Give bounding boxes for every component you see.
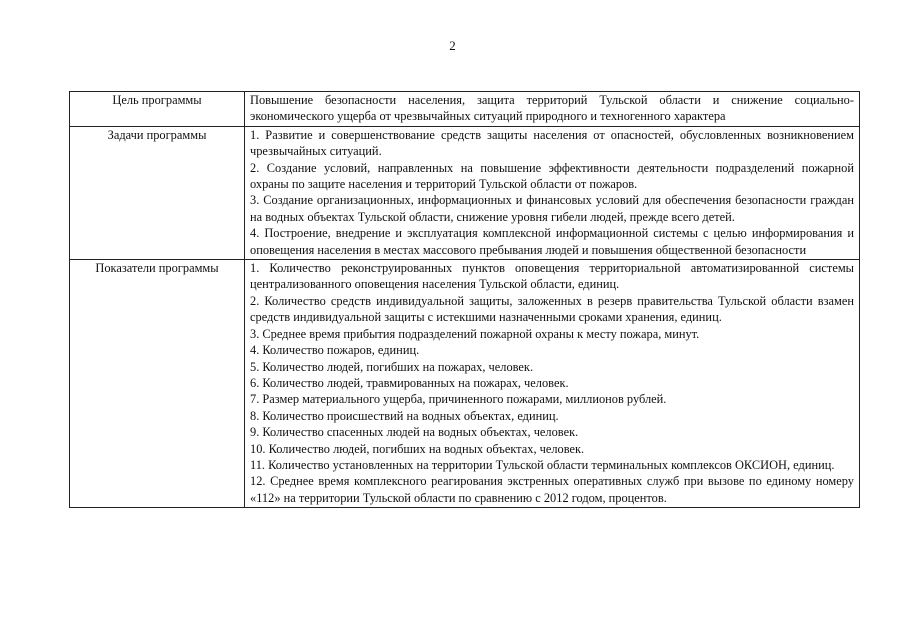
indicator-item: 2. Количество средств индивидуальной защиты, заложенных в резерв правительства Тульской области взамен средств индивидуальной защиты с истекшими назначенными сроками хранения, единиц. — [250, 293, 854, 325]
indicator-item: 5. Количество людей, погибших на пожарах, человек. — [250, 359, 534, 374]
indicator-item: 8. Количество происшествий на водных объектах, единиц. — [250, 408, 559, 423]
table-row-goal — [70, 92, 860, 127]
row-content — [245, 260, 860, 508]
indicator-item: 9. Количество спасенных людей на водных объектах, человек. — [250, 425, 579, 440]
indicator-item: 3. Среднее время прибытия подразделений пожарной охраны к месту пожара, минут. — [250, 326, 700, 341]
indicator-item: 7. Размер материального ущерба, причиненного пожарами, миллионов рублей. — [250, 392, 667, 407]
goal-text: Повышение безопасности населения, защита территорий Тульской области и снижение социально-экономического ущерба от чрезвычайных ситуаций природного и техногенного характера — [250, 93, 854, 124]
row-label: Показатели программы — [70, 260, 245, 508]
task-item: 2. Создание условий, направленных на повышение эффективности деятельности подразделений пожарной охраны по защите населения и территорий Тульской области от пожаров. — [250, 160, 854, 192]
task-item: 1. Развитие и совершенствование средств защиты населения от опасностей, обусловленных возникновением чрезвычайных ситуаций. — [250, 127, 854, 159]
indicator-item: 4. Количество пожаров, единиц. — [250, 343, 420, 358]
task-item: 3. Создание организационных, информационных и финансовых условий для обеспечения безопасности граждан на водных объектах Тульской области, снижение уровня гибели людей, прежде всего детей. — [250, 193, 854, 224]
program-passport-table — [69, 91, 860, 508]
row-content — [245, 92, 860, 127]
indicator-item: 12. Среднее время комплексного реагирования экстренных оперативных служб при вызове по единому номеру «112» на территории Тульской области по сравнению с 2012 годом, процентов. — [250, 474, 854, 505]
indicator-item: 11. Количество установленных на территории Тульской области терминальных комплексов ОКСИОН, единиц. — [250, 457, 835, 472]
indicator-item: 6. Количество людей, травмированных на пожарах, человек. — [250, 375, 569, 390]
row-label: Задачи программы — [70, 126, 245, 259]
table-row-tasks — [70, 126, 860, 259]
page-number: 2 — [449, 38, 456, 53]
row-label: Цель программы — [70, 92, 245, 127]
indicator-item: 10. Количество людей, погибших на водных объектах, человек. — [250, 441, 585, 456]
task-item: 4. Построение, внедрение и эксплуатация комплексной информационной системы с целью информирования и оповещения населения в местах массового пребывания людей и повышения общественной безопасности — [250, 226, 854, 257]
table-row-indicators — [70, 260, 860, 508]
row-content — [245, 126, 860, 259]
indicator-item: 1. Количество реконструированных пунктов оповещения территориальной автоматизированной системы централизованного оповещения населения Тульской области, единиц. — [250, 261, 854, 292]
